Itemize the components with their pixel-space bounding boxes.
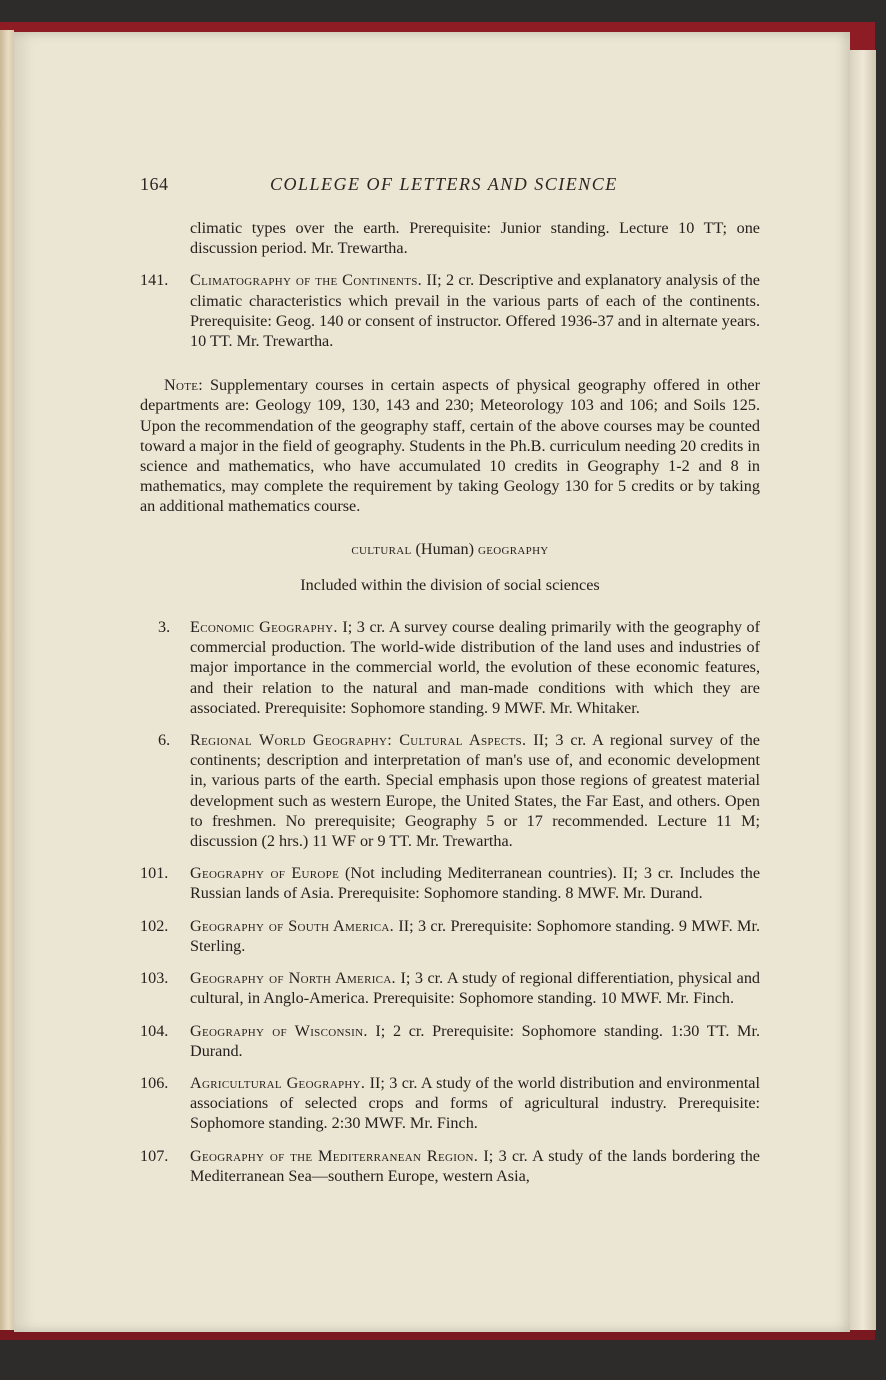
course-description: II; 3 cr. A study of the world distribution and environmental associations of selected crops and forms of agricultural industry. Prerequisite: Sophomore standing. 2:30 MWF. Mr. Finch. [190,1073,760,1133]
course-entry [140,968,760,1008]
course-number: 106. [140,1073,169,1092]
next-page-edge [850,50,876,1330]
course-description: II; 2 cr. Descriptive and explanatory analysis of the climatic characteristics which prevail in the various parts of each of the continents. Prerequisite: Geog. 140 or consent of instructor. Offered 1936-37 and in alternate years. 10 TT. Mr. Trewartha. [190,271,760,351]
course-title: Geography of Wisconsin. [190,1021,368,1040]
course-title: Climatography of the Continents. [190,271,423,290]
course-number: 102. [140,916,169,935]
note-text: : Supplementary courses in certain aspects of physical geography offered in other departments are: Geology 109, 130, 143 and 230; Meteorology 103 and 106; and Soils 125. Upon the recommendation of the geography staff, certain of the above courses may be counted toward a major in the field of geography. Students in the Ph.B. curriculum needing 20 credits in science and mathematics, who have accumulated 10 credits in Geography 1-2 and 8 in mathematics, may complete the requirement by taking Geology 130 for 5 credits or by taking an additional mathematics course. [140,376,760,516]
course-description: II; 3 cr. A regional survey of the continents; description and interpretation of man's use of, and economic development in, various parts of the earth. Special emphasis upon those regions of greatest material development such as western Europe, the United States, the Far East, and others. Open to freshmen. No prerequisite; Geography 5 or 17 recommended. Lecture 11 M; discussion (2 hrs.) 11 WF or 9 TT. Mr. Trewartha. [190,731,760,851]
course-number: 6. [158,731,171,750]
course-description: I; 3 cr. A survey course dealing primarily with the geography of commercial production. The world-wide distribution of the land uses and industries of major importance in the commercial world, the evolution of these economic features, and their relation to the natural and man-made conditions with which they are associated. Prerequisite: Sophomore standing. 9 MWF. Mr. Whitaker. [190,618,760,717]
course-description: II; 3 cr. Prerequisite: Sophomore standing. 9 MWF. Mr. Sterling. [190,916,760,955]
course-number: 3. [158,618,171,637]
course-entry [140,617,760,718]
course-title: Agricultural Geography. [190,1073,366,1092]
course-entry [140,916,760,956]
section-heading [140,539,760,559]
section-heading-part-b: (Human) [411,539,479,558]
course-title: Geography of South America. [190,916,394,935]
section-subheading: Included within the division of social sciences [300,575,600,594]
page-header [140,174,760,202]
course-entry-141 [140,270,760,351]
course-description: (Not including Mediterranean countries). II; 3 cr. Includes the Russian lands of Asia. Prerequisite: Sophomore standing. 8 MWF. Mr. Durand. [190,864,760,903]
course-entry [140,1021,760,1061]
course-description: I; 3 cr. A study of regional differentiation, physical and cultural, in Anglo-America. Prerequisite: Sophomore standing. 10 MWF. Mr. Finch. [190,969,761,1008]
continuation-text: climatic types over the earth. Prerequisite: Junior standing. Lecture 10 TT; one discussion period. Mr. Trewartha. [190,219,760,258]
running-head: COLLEGE OF LETTERS AND SCIENCE [270,174,618,194]
course-title: Geography of North America. [190,969,396,988]
course-entry [140,730,760,851]
section-heading-part-c: geography [478,539,549,558]
course-title: Regional World Geography: Cultural Aspects. [190,731,527,750]
continuation-paragraph [140,218,760,258]
course-title: Economic Geography. [190,618,338,637]
note-label: Note [164,376,199,395]
course-entry [140,1146,760,1186]
course-entry [140,1073,760,1134]
note-paragraph [140,375,760,516]
course-number: 104. [140,1021,169,1040]
course-title: Geography of the Mediterranean Region. [190,1146,479,1165]
course-description: I; 2 cr. Prerequisite: Sophomore standing. 1:30 TT. Mr. Durand. [190,1021,760,1060]
book-spine [0,30,14,1330]
course-number: 141. [140,271,169,290]
page-number: 164 [140,174,169,194]
course-description: I; 3 cr. A study of the lands bordering the Mediterranean Sea—southern Europe, western Asia, [190,1146,760,1185]
course-entry [140,863,760,903]
section-heading-part-a: cultural [351,539,412,558]
course-number: 101. [140,864,169,883]
course-title: Geography of Europe [190,864,340,883]
course-number: 107. [140,1146,169,1165]
course-number: 103. [140,969,169,988]
page-content [140,218,760,1198]
